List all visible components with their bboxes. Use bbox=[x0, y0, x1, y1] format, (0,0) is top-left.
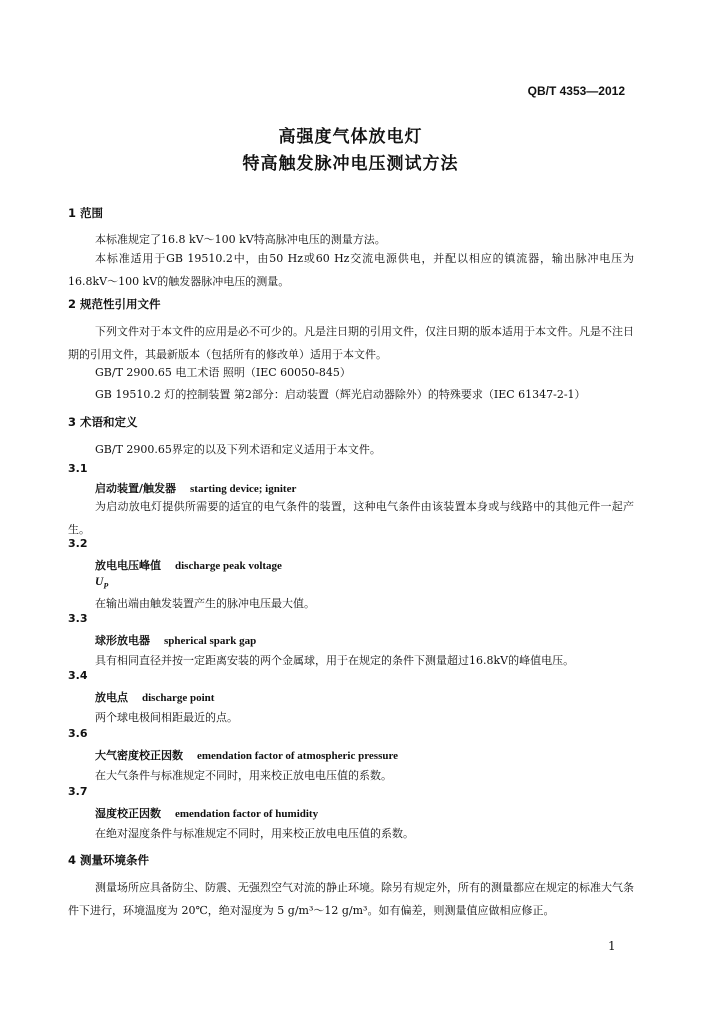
term-title bbox=[95, 557, 282, 573]
symbol-subscript: P bbox=[103, 581, 109, 591]
term-en: emendation factor of atmospheric pressure bbox=[197, 750, 399, 762]
section-1-paragraph-1: 本标准规定了16.8 kV～100 kV特高脉冲电压的测量方法。 bbox=[95, 233, 386, 246]
term-definition: 在绝对湿度条件与标准规定不同时，用来校正放电电压值的系数。 bbox=[95, 827, 414, 840]
term-title bbox=[95, 632, 256, 648]
term-number: 3.6 bbox=[68, 727, 88, 740]
standard-number: QB/T 4353—2012 bbox=[527, 84, 625, 98]
reference-1: GB/T 2900.65 电工术语 照明（IEC 60050-845） bbox=[95, 366, 351, 379]
section-4-paragraph-1: 测量场所应具备防尘、防震、无强烈空气对流的静止环境。除另有规定外，所有的测量都应在规定的标准大气条件下进行，环境温度为 20℃，绝对湿度为 5 g/m³～12 g/m³。如有偏差，则测量值应做相应修正。 bbox=[68, 881, 634, 917]
term-number: 3.3 bbox=[68, 612, 88, 625]
term-en: starting device; igniter bbox=[190, 483, 297, 495]
term-en: emendation factor of humidity bbox=[175, 808, 319, 820]
term-definition: 具有相同直径并按一定距离安装的两个金属球，用于在规定的条件下测量超过16.8kV的峰值电压。 bbox=[95, 654, 575, 667]
section-1-paragraph-2: 本标准适用于GB 19510.2中，由50 Hz或60 Hz交流电源供电，并配以相应的镇流器，输出脉冲电压为16.8kV～100 kV的触发器脉冲电压的测量。 bbox=[68, 252, 634, 288]
symbol-letter: U bbox=[95, 576, 104, 588]
document-title-line1: 高强度气体放电灯 bbox=[278, 127, 423, 147]
term-definition: 为启动放电灯提供所需要的适宜的电气条件的装置，这种电气条件由该装置本身或与线路中的其他元件一起产生。 bbox=[68, 500, 634, 536]
term-number: 3.7 bbox=[68, 785, 88, 798]
term-zh: 放电电压峰值 bbox=[95, 559, 161, 572]
term-en: discharge point bbox=[142, 692, 215, 704]
term-number: 3.4 bbox=[68, 669, 88, 682]
term-number: 3.2 bbox=[68, 537, 88, 550]
term-definition: 在大气条件与标准规定不同时，用来校正放电电压值的系数。 bbox=[95, 769, 392, 782]
reference-2: GB 19510.2 灯的控制装置 第2部分：启动装置（辉光启动器除外）的特殊要求（IEC 61347-2-1） bbox=[95, 388, 586, 401]
term-zh: 大气密度校正因数 bbox=[95, 749, 183, 762]
term-definition: 两个球电极间相距最近的点。 bbox=[95, 711, 238, 724]
section-1-heading: 1 范围 bbox=[68, 206, 104, 220]
term-definition: 在输出端由触发装置产生的脉冲电压最大值。 bbox=[95, 597, 315, 610]
section-3-intro: GB/T 2900.65界定的以及下列术语和定义适用于本文件。 bbox=[95, 443, 381, 456]
term-title bbox=[95, 480, 296, 496]
section-2-paragraph-1: 下列文件对于本文件的应用是必不可少的。凡是注日期的引用文件，仅注日期的版本适用于本文件。凡是不注日期的引用文件，其最新版本（包括所有的修改单）适用于本文件。 bbox=[68, 325, 634, 361]
term-zh: 放电点 bbox=[95, 691, 128, 704]
section-3-heading: 3 术语和定义 bbox=[68, 415, 138, 429]
term-number: 3.1 bbox=[68, 462, 88, 475]
term-symbol bbox=[95, 576, 108, 590]
document-title-line2: 特高触发脉冲电压测试方法 bbox=[242, 154, 459, 174]
section-2-heading: 2 规范性引用文件 bbox=[68, 297, 161, 311]
page-number: 1 bbox=[608, 939, 616, 953]
term-zh: 启动装置/触发器 bbox=[95, 482, 177, 495]
term-zh: 湿度校正因数 bbox=[95, 807, 161, 820]
term-title bbox=[95, 689, 214, 705]
term-en: spherical spark gap bbox=[164, 635, 257, 647]
term-title bbox=[95, 805, 318, 821]
term-zh: 球形放电器 bbox=[95, 634, 150, 647]
section-4-heading: 4 测量环境条件 bbox=[68, 853, 150, 867]
term-en: discharge peak voltage bbox=[175, 560, 282, 572]
term-title bbox=[95, 747, 398, 763]
